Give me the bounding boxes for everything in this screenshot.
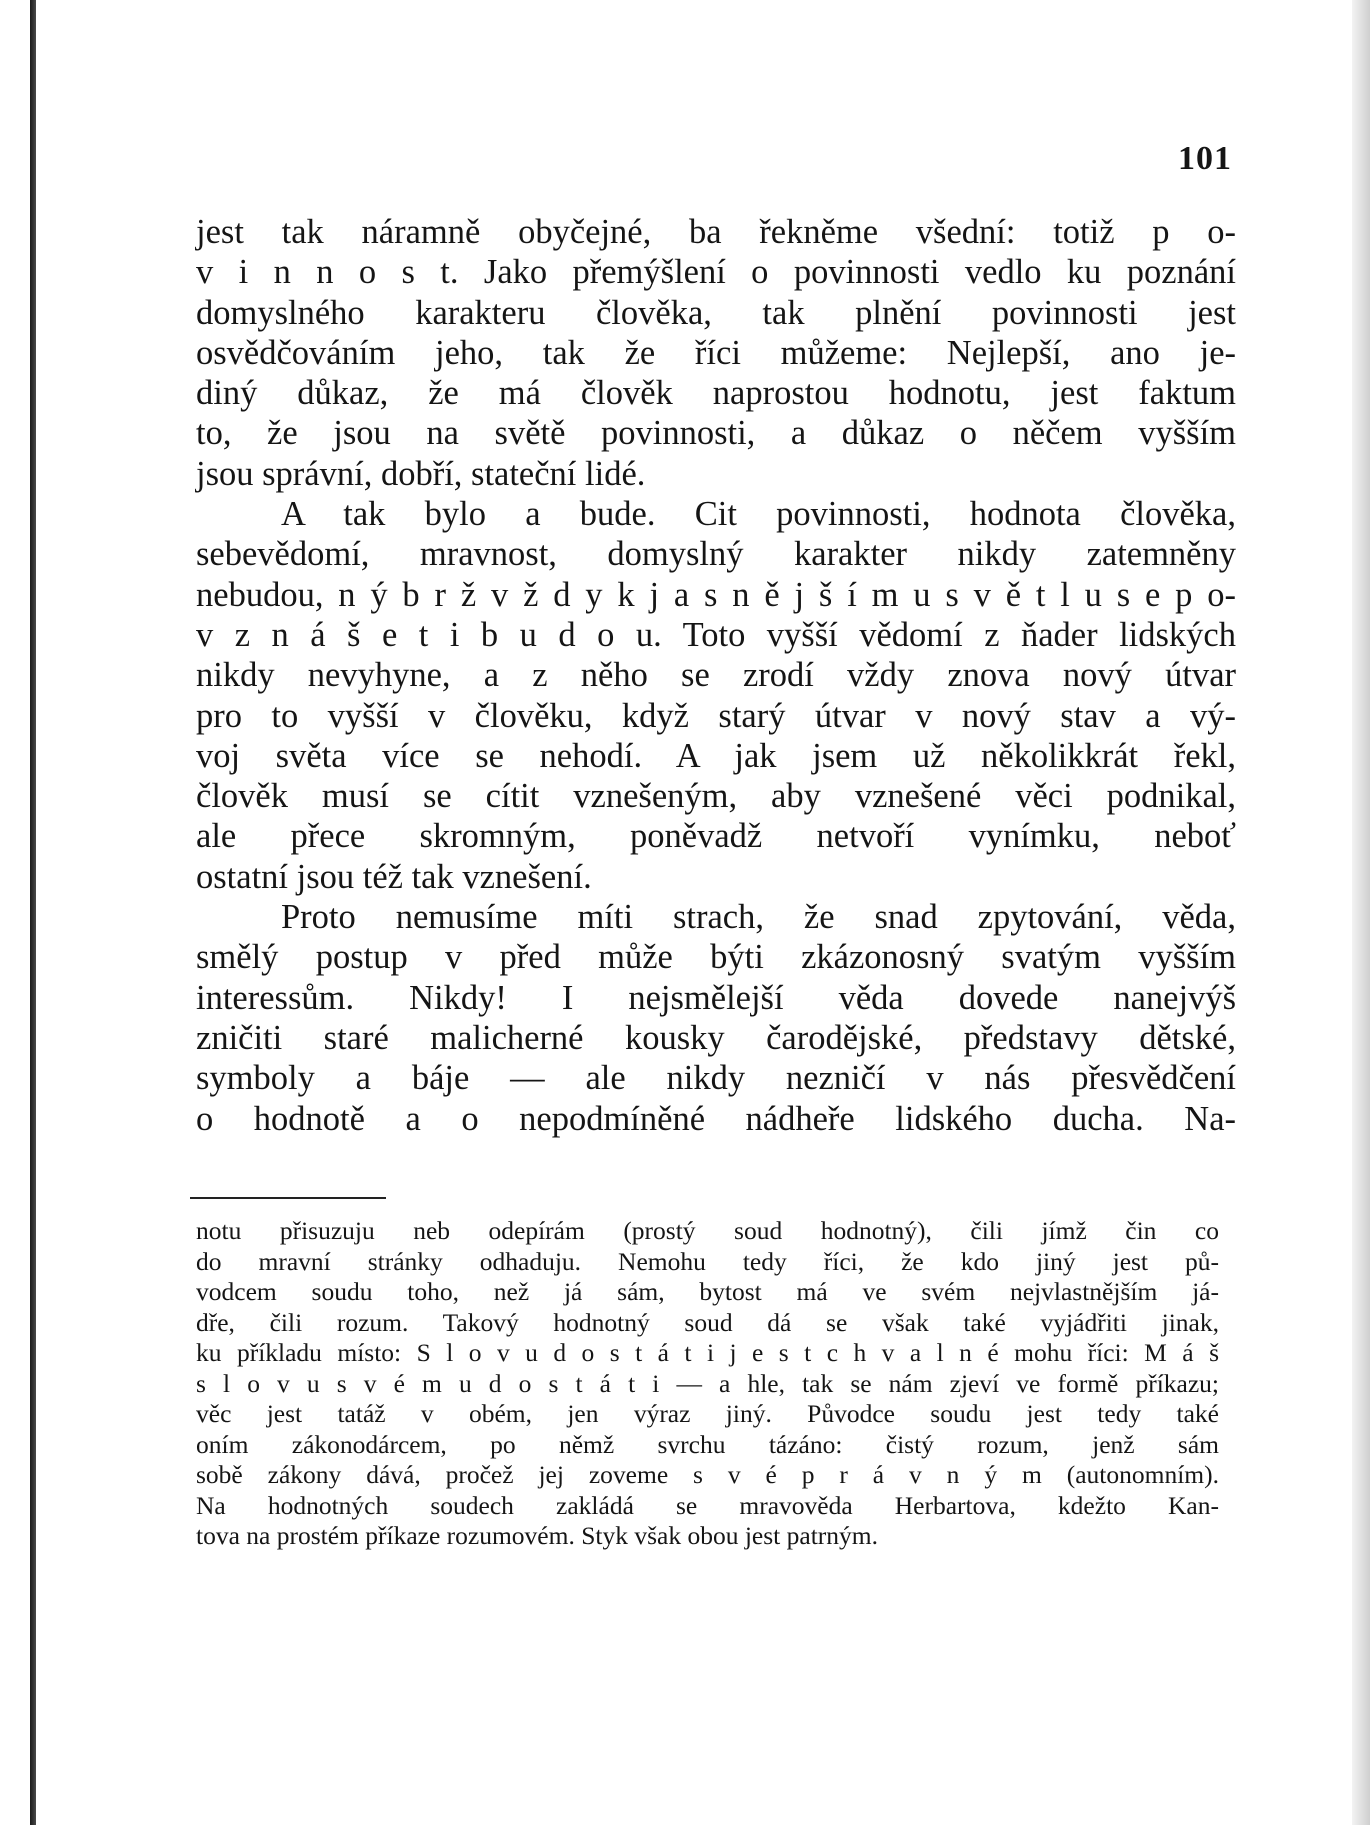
footnote-line: vodcem soudu toho, než já sám, bytost má ve svém nejvlastnějším já- [196,1277,1219,1306]
footnote-line: věc jest tatáž v obém, jen výraz jiný. Původce soudu jest tedy také [196,1399,1219,1428]
body-line: sebevědomí, mravnost, domyslný karakter nikdy zatemněny [196,535,1236,574]
body-text [196,212,1236,1139]
footnote-line: s l o v u s v é m u d o s t á t i — a hle, tak se nám zjeví ve formě příkazu; [196,1368,1219,1398]
body-line: symboly a báje — ale nikdy nezničí v nás přesvědčení [196,1059,1236,1098]
body-line: voj světa více se nehodí. A jak jsem už několikkrát řekl, [196,736,1236,775]
body-line: interessům. Nikdy! I nejsmělejší věda dovede nanejvýš [196,978,1236,1017]
body-line: ale přece skromným, poněvadž netvoří vynímku, neboť [196,817,1236,856]
body-line: pro to vyšší v člověku, když starý útvar v nový stav a vý- [196,696,1236,735]
body-line: Proto nemusíme míti strach, že snad zpytování, věda, [281,898,1236,937]
footnote-line: ku příkladu místo: S l o v u d o s t á t i j e s t c h v a l n é mohu říci: M á š [196,1338,1219,1367]
footnote-line: oním zákonodárcem, po němž svrchu tázáno: čistý rozum, jenž sám [196,1429,1219,1459]
body-line: nikdy nevyhyne, a z něho se zrodí vždy znova nový útvar [196,656,1236,695]
body-line: osvědčováním jeho, tak že říci můžeme: Nejlepší, ano je- [196,333,1236,372]
footnote-block [196,1216,1219,1552]
body-line: o hodnotě a o nepodmíněné nádheře lidského ducha. Na- [196,1099,1236,1138]
page-number: 101 [1178,140,1232,177]
body-line: v z n á š e t i b u d o u. Toto vyšší vědomí z ňader lidských [196,615,1236,654]
body-line: jest tak náramně obyčejné, ba řekněme všední: totiž p o- [196,213,1236,251]
body-line: člověk musí se cítit vznešeným, aby vznešené věci podnikal, [196,777,1236,816]
body-line: v i n n o s t. Jako přemýšlení o povinnosti vedlo ku poznání [196,253,1236,292]
footnote-separator [190,1197,386,1199]
footnote-line: notu přisuzuju neb odepírám (prostý soud hodnotný), čili jímž čin co [196,1216,1219,1245]
page-binding-edge [30,0,36,1825]
footnote-line: sobě zákony dává, pročež jej zoveme s v é p r á v n ý m (autonomním). [196,1460,1219,1489]
body-line: ostatní jsou též tak vznešení. [196,857,592,896]
footnote-line: do mravní stránky odhaduju. Nemohu tedy říci, že kdo jiný jest pů- [196,1246,1219,1276]
footnote-line: tova na prostém příkaze rozumovém. Styk však obou jest patrným. [196,1521,878,1550]
footnote-line: dře, čili rozum. Takový hodnotný soud dá se však také vyjádřiti jinak, [196,1307,1219,1337]
body-line: zničiti staré malicherné kousky čarodějské, představy dětské, [196,1018,1236,1057]
body-line: A tak bylo a bude. Cit povinnosti, hodnota člověka, [281,495,1236,534]
body-line: to, že jsou na světě povinnosti, a důkaz o něčem vyšším [196,414,1236,453]
body-line: jsou správní, dobří, stateční lidé. [196,454,646,493]
body-line: domyslného karakteru člověka, tak plnění povinnosti jest [196,293,1236,332]
body-line: smělý postup v před může býti zkázonosný svatým vyšším [196,938,1236,977]
body-line: nebudou, n ý b r ž v ž d y k j a s n ě j š í m u s v ě t l u s e p o- [196,575,1236,614]
body-line: diný důkaz, že má člověk naprostou hodnotu, jest faktum [196,374,1236,413]
page-right-edge [1352,0,1370,1825]
footnote-line: Na hodnotných soudech zakládá se mravověda Herbartova, kdežto Kan- [196,1490,1219,1520]
